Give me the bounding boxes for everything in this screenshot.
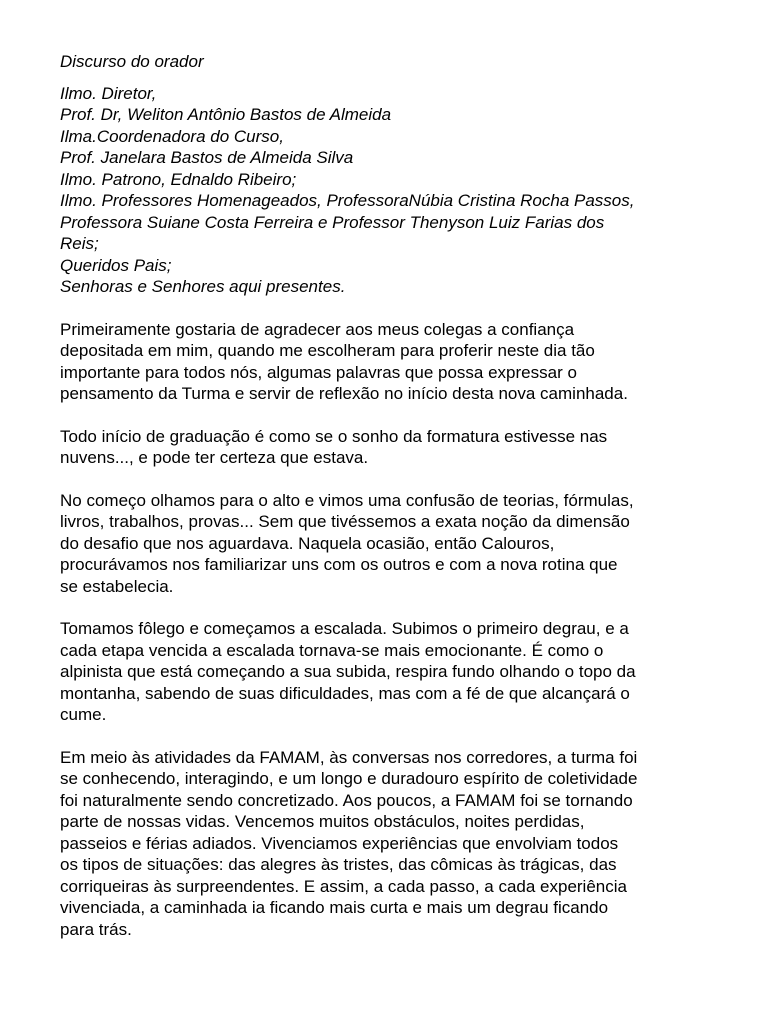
paragraph-famam [60,747,750,941]
paragraph-line: do desafio que nos aguardava. Naquela ocasião, então Calouros, [60,533,555,553]
paragraph-line: os tipos de situações: das alegres às tristes, das cômicas às trágicas, das [60,855,617,874]
paragraph-line: Tomamos fôlego e começamos a escalada. Subimos o primeiro degrau, e a [60,619,629,638]
paragraph-graduation-start [60,426,750,469]
paragraph-beginning [60,490,750,598]
paragraph-line: importante para todos nós, algumas palavras que possa expressar o [60,362,577,382]
paragraph-line: corriqueiras às surpreendentes. E assim, a cada passo, a cada experiência [60,876,627,896]
salutation-line: Ilmo. Patrono, Ednaldo Ribeiro; [60,169,297,189]
salutation-line: Prof. Janelara Bastos de Almeida Silva [60,148,354,167]
paragraph-gratitude [60,319,750,405]
paragraph-line: se estabelecia. [60,576,174,596]
paragraph-line: montanha, sabendo de suas dificuldades, mas com a fé de que alcançará o [60,683,630,703]
salutation-line: Ilma.Coordenadora do Curso, [60,126,284,146]
salutation-line: Queridos Pais; [60,255,172,275]
paragraph-climb [60,618,750,726]
salutations-block [60,83,750,298]
paragraph-line: depositada em mim, quando me escolheram para proferir neste dia tão [60,341,595,360]
paragraph-line: alpinista que está começando a sua subida, respira fundo olhando o topo da [60,662,636,681]
salutation-line: Ilmo. Professores Homenageados, ProfessoraNúbia Cristina Rocha Passos, [60,191,635,210]
paragraph-line: cada etapa vencida a escalada tornava-se mais emocionante. É como o [60,640,604,660]
paragraph-line: Todo início de graduação é como se o sonho da formatura estivesse nas [60,426,608,446]
paragraph-line: vivenciada, a caminhada ia ficando mais curta e mais um degrau ficando [60,898,609,917]
salutation-line: Senhoras e Senhores aqui presentes. [60,277,346,296]
paragraph-line: passeios e férias adiados. Vivenciamos experiências que envolviam todos [60,833,619,853]
document-page [60,51,750,961]
paragraph-line: parte de nossas vidas. Vencemos muitos obstáculos, noites perdidas, [60,812,585,831]
paragraph-line: Primeiramente gostaria de agradecer aos meus colegas a confiança [60,319,575,339]
paragraph-line: pensamento da Turma e servir de reflexão no início desta nova caminhada. [60,384,628,403]
salutation-line: Reis; [60,234,99,253]
paragraph-line: nuvens..., e pode ter certeza que estava. [60,448,369,467]
paragraph-line: Em meio às atividades da FAMAM, às conversas nos corredores, a turma foi [60,747,638,767]
paragraph-line: se conhecendo, interagindo, e um longo e duradouro espírito de coletividade [60,769,638,788]
paragraph-line: No começo olhamos para o alto e vimos uma confusão de teorias, fórmulas, [60,490,634,510]
paragraph-line: foi naturalmente sendo concretizado. Aos poucos, a FAMAM foi se tornando [60,790,633,810]
document-title: Discurso do orador [60,52,204,71]
paragraph-line: procurávamos nos familiarizar uns com os outros e com a nova rotina que [60,555,618,574]
paragraph-line: livros, trabalhos, provas... Sem que tivéssemos a exata noção da dimensão [60,512,630,531]
salutation-line: Ilmo. Diretor, [60,83,157,103]
salutation-line: Professora Suiane Costa Ferreira e Professor Thenyson Luiz Farias dos [60,212,605,232]
paragraph-line: cume. [60,705,107,724]
salutation-line: Prof. Dr, Weliton Antônio Bastos de Almeida [60,105,392,124]
paragraph-line: para trás. [60,919,132,939]
